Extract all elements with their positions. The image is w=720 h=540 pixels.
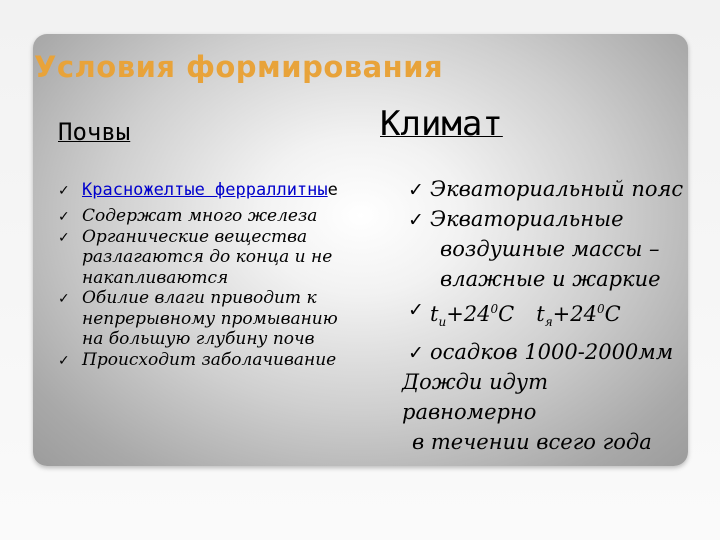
temperature-july: $t_и+24^0С$ bbox=[430, 302, 515, 330]
soils-header: Почвы bbox=[58, 118, 131, 146]
air-masses-line-2: воздушные массы – bbox=[440, 237, 660, 261]
climate-conditions-list bbox=[402, 174, 688, 457]
climate-belt-text: Экваториальный пояс bbox=[430, 177, 684, 201]
check-icon: ✓ bbox=[58, 229, 70, 246]
list-item-text: Происходит заболачивание bbox=[82, 349, 337, 370]
air-masses-line-3: влажные и жаркие bbox=[440, 267, 661, 291]
check-icon: ✓ bbox=[58, 352, 70, 369]
slide-title: Условия формирования bbox=[34, 50, 444, 84]
list-item bbox=[58, 288, 358, 350]
list-item bbox=[408, 294, 688, 337]
air-masses-line-1: Экваториальные bbox=[430, 207, 624, 231]
list-item bbox=[402, 367, 688, 457]
check-icon: ✓ bbox=[408, 342, 424, 365]
check-icon: ✓ bbox=[408, 209, 424, 231]
temperature-january: $t_я+24^0С$ bbox=[536, 302, 621, 330]
list-item bbox=[58, 350, 358, 371]
list-item bbox=[58, 227, 358, 289]
precipitation-text: осадков 1000-2000мм bbox=[430, 340, 674, 365]
rain-line-1: Дожди идут равномерно bbox=[402, 370, 549, 425]
list-item bbox=[408, 174, 688, 204]
list-item bbox=[408, 204, 688, 294]
list-item-text: Обилие влаги приводит к непрерывному промыванию на большую глубину почв bbox=[82, 288, 338, 349]
soil-conditions-list bbox=[58, 180, 358, 370]
check-icon: ✓ bbox=[408, 299, 424, 321]
list-item bbox=[408, 337, 688, 367]
check-icon: ✓ bbox=[408, 179, 424, 201]
list-item bbox=[58, 180, 358, 200]
climate-header: Климат bbox=[380, 104, 503, 144]
list-item bbox=[58, 206, 358, 227]
check-icon: ✓ bbox=[58, 291, 70, 307]
soil-type-link[interactable]: Красножелтые ферраллитны bbox=[82, 180, 328, 200]
list-item-text: Органические вещества разлагаются до конца и не накапливаются bbox=[82, 226, 333, 288]
check-icon: ✓ bbox=[58, 209, 70, 225]
rain-line-2: в течении всего года bbox=[412, 430, 652, 455]
soil-type-tail: е bbox=[327, 180, 338, 200]
list-item-text: Содержат много железа bbox=[82, 206, 318, 226]
check-icon: ✓ bbox=[58, 183, 70, 199]
